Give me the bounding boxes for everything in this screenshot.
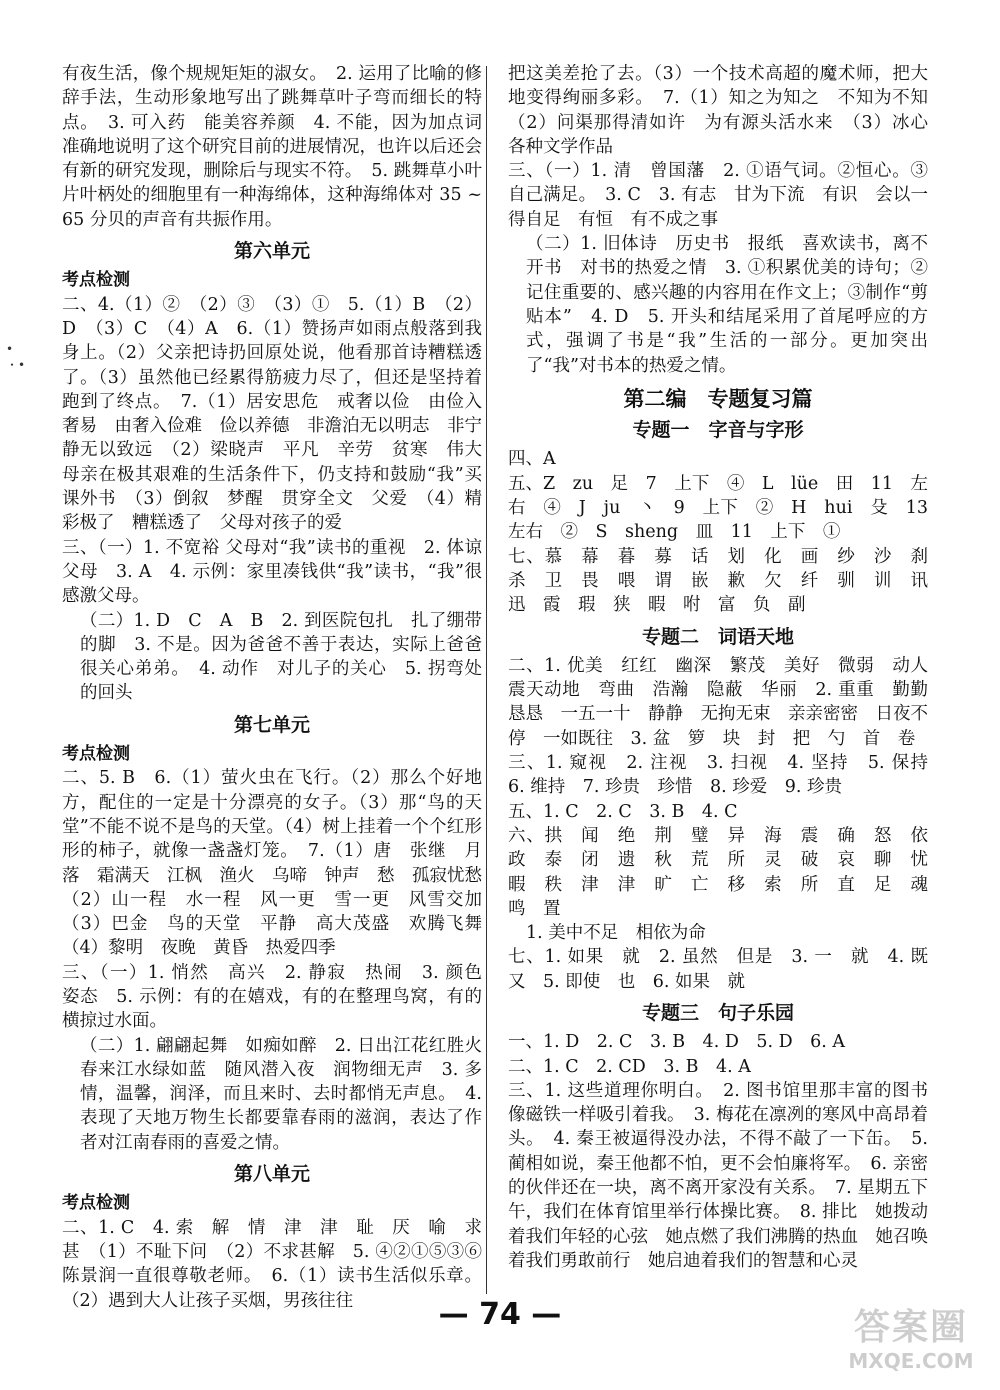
right-answers-3a: 三、（一）1. 清 曾国藩 2. ①语气词。②恒心。③自己满足。 3. C 3. 有志 甘为下流 有识 会以一得自足 有恒 有不成之事 — [508, 161, 928, 230]
unit8-exam-label: 考点检测 — [62, 1193, 130, 1214]
left-column — [62, 62, 500, 1313]
watermark-logo — [836, 1306, 986, 1376]
unit6-heading: 第六单元 — [233, 240, 310, 263]
page-number: — 74 — — [438, 1297, 562, 1332]
unit7-answers-3a: 三、（一）1. 悄然 高兴 2. 静寂 热闹 3. 颜色 姿态 5. 示例：有的在嬉戏，有的在整理鸟窝，有的横掠过水面。 — [62, 962, 500, 1032]
topic2-answers-7: 七、1. 如果 就 2. 虽然 但是 3. 一 就 4. 既 又 5. 即使 也 6. 如果 就 — [508, 947, 946, 992]
topic2-answers-3: 三、1. 窥视 2. 注视 3. 扫视 4. 坚持 5. 保持 6. 维持 7. 珍贵 珍惜 8. 珍爱 9. 珍贵 — [508, 753, 946, 798]
topic2-heading: 专题二 词语天地 — [641, 625, 794, 648]
part2-heading: 第二编 专题复习篇 — [623, 386, 813, 411]
unit7-answers-2: 二、5. B 6.（1）萤火虫在飞行。（2）那么个好地方，配住的一定是十分漂亮的女子。（3）那“鸟的天堂”不能不说不是鸟的天堂。（4）树上挂着一个个红形形的柿子，就像一盏盏灯笼。 7.（1）唐 张继 月落 霜满天 江枫 渔火 乌啼 钟声 愁 孤寂忧愁 （2）山一程 水一程 风一更 雪一更 风雪交加 （3）巴金 鸟的天堂 平静 高大茂盛 欢腾飞舞 （4）黎明 夜晚 黄昏 热爱四季 — [62, 768, 500, 959]
topic3-answers-1: 一、1. D 2. C 3. B 4. D 5. D 6. A — [508, 1032, 846, 1053]
unit6-answers-2: 二、4.（1）② （2）③ （3）① 5.（1）B （2）D （3）C （4）A 6.（1）赞扬声如雨点般落到我身上。（2）父亲把诗扔回原处说，他看那首诗糟糕透了。（3）虽然他已经累得筋疲力尽了，但还是坚持着跑到了终点。 7.（1）居安思危 戒奢以俭 由俭入奢易 由奢入俭难 俭以养德 非澹泊无以明志 非宁静无以致远 （2）梁晓声 平凡 辛劳 贫寒 伟大 母亲在极其艰难的生活条件下，仍支持和鼓励“我”买课外书 （3）倒叙 梦醒 贯穿全文 父爱 （4）精彩极了 糟糕透了 父母对孩子的爱 — [62, 294, 500, 534]
topic1-answers-4: 四、A — [508, 449, 556, 470]
watermark-site-text: MXQE.COM — [848, 1349, 974, 1373]
unit6-answers-3a: 三、（一）1. 不宽裕 父母对“我”读书的重视 2. 体谅父母 3. A 4. 示例：家里凑钱供“我”读书，“我”很感激父母。 — [62, 537, 482, 607]
topic1-answers-7: 七、慕 幕 暮 募 话 划 化 画 纱 沙 刹 杀 卫 畏 喂 谓 嵌 歉 欠 纤 驯 训 讯 迅 霞 瑕 狭 暇 咐 富 负 副 — [508, 546, 946, 616]
topic2-answers-6: 六、拱 闻 绝 荆 璧 异 海 震 确 怒 依 政 泰 闭 遗 秋 荒 所 灵 破 哀 聊 忧 暇 秩 津 津 旷 亡 移 索 所 直 足 魂 鸣 置 — [508, 825, 946, 919]
unit7-heading: 第七单元 — [233, 713, 310, 736]
unit6-answers-3b: （二）1. D C A B 2. 到医院包扎 扎了绷带的脚 3. 不是。因为爸爸不善于表达，实际上爸爸很关心弟弟。 4. 动作 对儿子的关心 5. 拐弯处的回头 — [80, 610, 482, 704]
topic3-answers-3: 三、1. 这些道理你明白。 2. 图书馆里那丰富的图书像磁铁一样吸引着我。 3. 梅花在凛冽的寒风中高昂着头。 4. 秦王被逼得没办法，不得不敲了一下缶。 5. 蔺相如说，秦王他都不怕，更不会怕廉将军。 6. 亲密的伙伴还在一块，离不离开家没有关系。 7. 星期五下午，我们在体育馆里举行体操比赛。 8. 排比 她拨动着我们年轻的心弦 她点燃了我们沸腾的热血 她召唤着我们勇敢前行 她启迪着我们的智慧和心灵 — [508, 1080, 928, 1271]
topic2-answers-5: 五、1. C 2. C 3. B 4. C — [508, 801, 738, 822]
unit8-answers-2: 二、1. C 4. 索 解 情 津 津 耻 厌 喻 求 甚 （1）不耻下问 （2）不求甚解 5. ④②①⑤③⑥ 陈景润一直很尊敬老师。 6.（1）读书生活似乐章。（2）遇到大人让孩子买烟，男孩往往 — [62, 1217, 500, 1311]
unit7-answers-3b: （二）1. 翩翩起舞 如痴如醉 2. 日出江花红胜火 春来江水绿如蓝 随风潜入夜 润物细无声 3. 多情，温馨，润泽，而且来时、去时都悄无声息。 4. 表现了天地万物生长都要靠春雨的滋润，表达了作者对江南春雨的喜爱之情。 — [80, 1035, 500, 1153]
unit8-heading: 第八单元 — [233, 1163, 310, 1186]
watermark-logo-text: 答案圈 — [853, 1307, 968, 1348]
right-column — [508, 62, 946, 1273]
unit6-exam-label: 考点检测 — [62, 270, 130, 291]
topic1-answers-5: 五、Z zu 足 7 上下 ④ L lüe 田 11 左右 ④ J ju 丶 9 上下 ② H hui 殳 13 左右 ② S sheng 皿 11 上下 ① — [508, 473, 946, 543]
right-intro-paragraph: 把这美差抢了去。（3）一个技术高超的魔术师，把大地变得绚丽多彩。 7.（1）知之为知之 不知为不知 （2）问渠那得清如许 为有源头活水来 （3）冰心 各种文学作品 — [508, 64, 946, 157]
right-answers-3b: （二）1. 旧体诗 历史书 报纸 喜欢读书，离不开书 对书的热爱之情 3. ①积累优美的诗句；②记住重要的、感兴趣的内容用在作文上；③制作“剪贴本” 4. D 5. 开头和结尾采用了首尾呼应的方式，强调了书是“我”生活的一部分。更加突出了“我”对书本的热爱之情。 — [526, 234, 928, 376]
unit7-exam-label: 考点检测 — [62, 744, 130, 765]
left-intro-paragraph: 有夜生活，像个规规矩矩的淑女。 2. 运用了比喻的修辞手法，生动形象地写出了跳舞草叶子弯而细长的特点。 3. 可入药 能美容养颜 4. 不能，因为加点词准确地说明了这个研究目前的进展情况，也许以后还会有新的研究发现，删除后与现实不符。 5. 跳舞草小叶片叶柄处的细胞里有一种海绵体，这种海绵体对 35 ~ 65 分贝的声音有共振作用。 — [62, 64, 482, 230]
topic1-heading: 专题一 字音与字形 — [632, 419, 804, 442]
topic3-heading: 专题三 句子乐园 — [641, 1001, 794, 1024]
topic3-answers-2: 二、1. C 2. CD 3. B 4. A — [508, 1056, 751, 1077]
column-divider — [486, 66, 487, 1294]
topic2-answers-2: 二、1. 优美 红红 幽深 繁茂 美好 微弱 动人 震天动地 弯曲 浩瀚 隐蔽 华丽 2. 重重 勤勤恳恳 一五一十 静静 无拘无束 亲亲密密 日夜不停 一如既往 3. 盆 箩 块 封 把 勺 首 卷 — [508, 655, 946, 749]
margin-scan-marks: • ・• — [6, 342, 26, 372]
topic2-answers-6-1: 1. 美中不足 相依为命 — [526, 923, 706, 944]
